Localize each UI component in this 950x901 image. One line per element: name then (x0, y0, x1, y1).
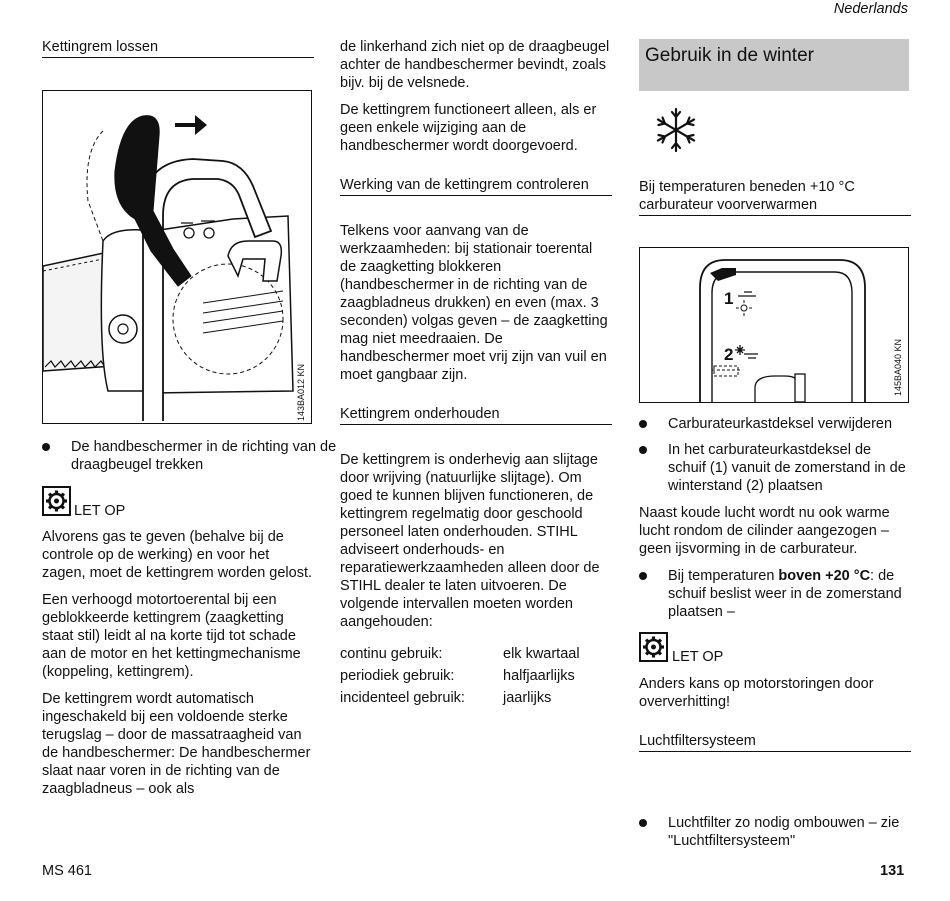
paragraph: Naast koude lucht wordt nu ook warme lucht rondom de cilinder aangezogen – geen ijsvorming in de carburateur. (639, 505, 890, 557)
heading-air-filter-system: Luchtfiltersysteem (639, 732, 911, 752)
section-title: Gebruik in de winter (645, 45, 814, 66)
section-title-box (639, 39, 909, 91)
footer-model: MS 461 (42, 863, 92, 879)
intervals-table (340, 645, 612, 711)
figure-label: 2 (724, 345, 734, 364)
figure-code: 145BA040 KN (893, 338, 903, 396)
table-row (340, 645, 580, 667)
note-gear-icon (42, 486, 71, 516)
figure-carburetor-cover (639, 247, 909, 403)
table-cell: elk kwartaal (503, 646, 580, 662)
paragraph: Een verhoogd motortoerental bij een geblokkeerde kettingrem (zaagketting staat stil) leidt al na korte tijd tot schade aan de motor en het kettingmechanisme (koppeling, kettingrem). (42, 592, 301, 680)
bullet-text: : de schuif beslist weer in de zomerstand plaatsen – (668, 568, 902, 620)
paragraph: De kettingrem is onderhevig aan slijtage door wrijving (natuurlijke slijtage). Om goed te kunnen blijven functioneren, de kettingrem regelmatig door geschoold personeel laten onderhouden. STIHL adviseert onderhouds- en reparatiewerkzaamheden alleen door de STIHL dealer te laten uitvoeren. De volgende intervallen moeten worden aangehouden: (340, 452, 600, 630)
list-item (639, 567, 911, 621)
list-item: Carburateurkastdeksel verwijderen (639, 415, 911, 433)
paragraph: Alvorens gas te geven (behalve bij de controle op de werking) en voor het zagen, moet de kettingrem worden gelost. (42, 529, 313, 581)
bullet-text: Bij temperaturen (668, 568, 779, 584)
snowflake-icon (654, 106, 698, 159)
heading-preheat-carburetor: Bij temperaturen beneden +10 °C carburateur voorverwarmen (639, 178, 911, 216)
table-cell: periodiek gebruik: (340, 668, 455, 684)
figure-code: 143BA012 KN (296, 363, 306, 421)
figure-label: 1 (724, 289, 734, 308)
figure-chain-brake-release (42, 90, 312, 424)
table-cell: continu gebruik: (340, 646, 443, 662)
paragraph: De kettingrem functioneert alleen, als er geen enkele wijziging aan de handbeschermer wordt doorgevoerd. (340, 102, 597, 154)
list-item: In het carburateurkastdeksel de schuif (1) vanuit de zomerstand in de winterstand (2) plaatsen (639, 441, 911, 495)
paragraph: Anders kans op motorstoringen door oververhitting! (639, 676, 874, 710)
paragraph: de linkerhand zich niet op de draagbeugel achter de handbeschermer bevindt, zoals bijv. bij de velsnede. (340, 39, 610, 91)
table-cell: jaarlijks (503, 690, 552, 706)
list-item: Luchtfilter zo nodig ombouwen – zie "Luchtfiltersysteem" (639, 814, 940, 850)
table-cell: halfjaarlijks (503, 668, 575, 684)
note-label: LET OP (672, 649, 724, 665)
chainsaw-illustration (43, 91, 311, 423)
paragraph: De kettingrem wordt automatisch ingeschakeld bij een voldoende sterke terugslag – door de massatraagheid van de handbeschermer: De handbeschermer slaat naar voren in de richting van de zaagbladneus – ook als (42, 691, 311, 797)
page-number: 131 (880, 863, 905, 879)
note-label: LET OP (74, 503, 126, 519)
note-gear-icon (639, 632, 668, 662)
paragraph: Telkens voor aanvang van de werkzaamheden: bij stationair toerental de zaagketting blokkeren (handbeschermer in de richting van de zaagbladneus drukken) en even (max. 3 seconden) volgas geven – de zaagketting mag niet meedraaien. De handbeschermer moet vrij zijn van vuil en moet gangbaar zijn. (340, 223, 608, 383)
heading-maintain-chain-brake: Kettingrem onderhouden (340, 405, 612, 425)
table-cell: incidenteel gebruik: (340, 690, 465, 706)
table-row (340, 667, 580, 689)
language-label: Nederlands (833, 1, 908, 17)
list-item: De handbeschermer in de richting van de draagbeugel trekken (42, 438, 343, 474)
carburetor-cover-illustration (640, 248, 908, 402)
heading-release-chain-brake: Kettingrem lossen (42, 38, 314, 58)
bullet-emphasis: boven +20 °C (778, 568, 871, 584)
heading-check-chain-brake: Werking van de kettingrem controleren (340, 176, 612, 196)
table-row (340, 689, 580, 711)
